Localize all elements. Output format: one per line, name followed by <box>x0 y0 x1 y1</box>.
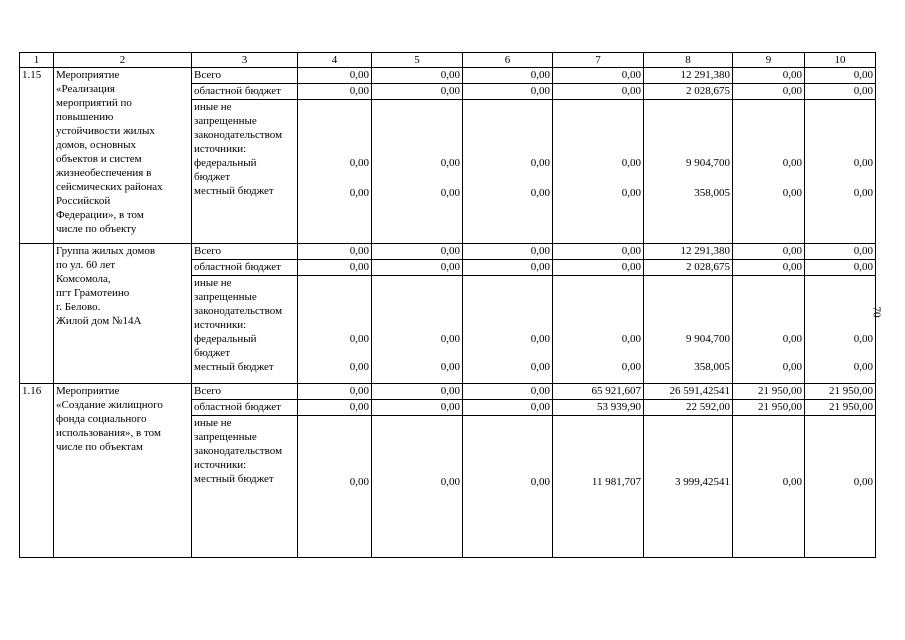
value-cell: 0,00 <box>298 384 372 400</box>
value-cell <box>805 276 876 384</box>
value-cell: 53 939,90 <box>553 400 644 416</box>
object-name-line: Группа жилых домов <box>56 245 156 257</box>
federal-value: 9 904,700 <box>686 333 730 345</box>
measure-name-cell <box>54 384 192 558</box>
value-cell <box>553 100 644 244</box>
value-cell <box>644 276 733 384</box>
local-value: 0,00 <box>530 187 550 199</box>
value-cell: 0,00 <box>372 260 463 276</box>
measure-name-line: использования», в том <box>56 427 161 439</box>
source-line: запрещенные <box>194 115 257 127</box>
local-value: 0,00 <box>440 476 460 488</box>
value-cell <box>372 416 463 558</box>
value-cell: 0,00 <box>733 68 805 84</box>
local-value: 0,00 <box>853 361 873 373</box>
local-value: 0,00 <box>621 187 641 199</box>
federal-value: 0,00 <box>349 157 369 169</box>
local-value: 0,00 <box>530 476 550 488</box>
source-line: законодательством <box>194 305 283 317</box>
header-cell: 6 <box>463 53 553 68</box>
source-line: источники: <box>194 319 247 331</box>
federal-value: 0,00 <box>440 157 460 169</box>
federal-value: 9 904,700 <box>686 157 730 169</box>
measure-name-line: сейсмических районах <box>56 181 163 193</box>
source-line: бюджет <box>194 347 230 359</box>
local-value: 0,00 <box>782 361 802 373</box>
object-name-line: Комсомола, <box>56 273 111 285</box>
measure-name-line: домов, основных <box>56 139 137 151</box>
local-value: 0,00 <box>349 361 369 373</box>
header-cell: 4 <box>298 53 372 68</box>
federal-value: 0,00 <box>530 157 550 169</box>
value-cell: 0,00 <box>463 244 553 260</box>
header-cell: 9 <box>733 53 805 68</box>
value-cell: 21 950,00 <box>733 400 805 416</box>
value-cell <box>553 416 644 558</box>
federal-value: 0,00 <box>853 157 873 169</box>
federal-value: 0,00 <box>782 157 802 169</box>
local-value: 0,00 <box>853 476 873 488</box>
value-cell: 0,00 <box>805 260 876 276</box>
measure-name-line: мероприятий по <box>56 97 132 109</box>
value-cell <box>644 100 733 244</box>
row-number <box>20 244 54 384</box>
value-cell: 21 950,00 <box>805 400 876 416</box>
local-value: 3 999,42541 <box>675 476 730 488</box>
federal-value: 0,00 <box>621 157 641 169</box>
measure-name-line: устойчивости жилых <box>56 125 155 137</box>
source-line: запрещенные <box>194 431 257 443</box>
value-cell: 21 950,00 <box>805 384 876 400</box>
value-cell <box>298 416 372 558</box>
value-cell <box>733 276 805 384</box>
federal-value: 0,00 <box>782 333 802 345</box>
source-line: местный бюджет <box>194 361 274 373</box>
value-cell <box>298 100 372 244</box>
measure-name-line: объектов и систем <box>56 153 142 165</box>
value-cell: 0,00 <box>733 84 805 100</box>
value-cell: 0,00 <box>553 244 644 260</box>
local-value: 0,00 <box>530 361 550 373</box>
local-value: 0,00 <box>782 187 802 199</box>
source-line: иные не <box>194 101 232 113</box>
value-cell: 26 591,42541 <box>644 384 733 400</box>
value-cell: 0,00 <box>463 400 553 416</box>
source-label: областной бюджет <box>192 84 298 100</box>
header-cell: 5 <box>372 53 463 68</box>
value-cell: 0,00 <box>553 84 644 100</box>
federal-value: 0,00 <box>349 333 369 345</box>
header-cell: 7 <box>553 53 644 68</box>
value-cell: 0,00 <box>298 84 372 100</box>
measure-name-line: повышению <box>56 111 114 123</box>
measure-name-line: фонда социального <box>56 413 147 425</box>
object-name-line: Жилой дом №14А <box>56 315 142 327</box>
table-row <box>20 68 876 84</box>
value-cell: 0,00 <box>298 244 372 260</box>
local-value: 0,00 <box>349 187 369 199</box>
value-cell: 0,00 <box>463 68 553 84</box>
source-label: Всего <box>192 384 298 400</box>
source-label: областной бюджет <box>192 260 298 276</box>
object-name-line: г. Белово. <box>56 301 101 313</box>
measure-name-line: числе по объекту <box>56 223 137 235</box>
value-cell: 21 950,00 <box>733 384 805 400</box>
header-cell: 3 <box>192 53 298 68</box>
value-cell: 0,00 <box>553 68 644 84</box>
federal-value: 0,00 <box>440 333 460 345</box>
value-cell <box>372 276 463 384</box>
value-cell: 0,00 <box>372 84 463 100</box>
header-cell: 8 <box>644 53 733 68</box>
local-value: 0,00 <box>782 476 802 488</box>
value-cell: 0,00 <box>463 84 553 100</box>
value-cell: 2 028,675 <box>644 260 733 276</box>
measure-name-line: жизнеобеспечения в <box>56 167 152 179</box>
value-cell <box>805 416 876 558</box>
value-cell: 0,00 <box>805 68 876 84</box>
source-line: источники: <box>194 143 247 155</box>
header-cell: 1 <box>20 53 54 68</box>
value-cell: 12 291,380 <box>644 244 733 260</box>
local-value: 11 981,707 <box>591 476 641 488</box>
value-cell: 65 921,607 <box>553 384 644 400</box>
value-cell <box>298 276 372 384</box>
measure-name-cell <box>54 68 192 244</box>
federal-value: 0,00 <box>621 333 641 345</box>
local-value: 0,00 <box>621 361 641 373</box>
header-cell: 10 <box>805 53 876 68</box>
object-name-line: по ул. 60 лет <box>56 259 116 271</box>
value-cell: 0,00 <box>372 400 463 416</box>
local-value: 0,00 <box>440 361 460 373</box>
value-cell: 0,00 <box>298 68 372 84</box>
header-row <box>20 53 876 68</box>
row-number: 1.15 <box>20 68 54 244</box>
source-line: источники: <box>194 459 247 471</box>
value-cell <box>463 276 553 384</box>
source-line: законодательством <box>194 129 283 141</box>
value-cell: 0,00 <box>553 260 644 276</box>
value-cell <box>733 416 805 558</box>
source-line: местный бюджет <box>194 185 274 197</box>
value-cell: 0,00 <box>805 244 876 260</box>
value-cell <box>644 416 733 558</box>
value-cell: 0,00 <box>372 68 463 84</box>
value-cell: 0,00 <box>733 244 805 260</box>
value-cell: 0,00 <box>463 384 553 400</box>
source-line: федеральный <box>194 157 257 169</box>
local-value: 0,00 <box>853 187 873 199</box>
source-label <box>192 416 298 558</box>
source-line: местный бюджет <box>194 473 274 485</box>
source-line: бюджет <box>194 171 230 183</box>
measure-name-line: Мероприятие <box>56 385 120 397</box>
source-label <box>192 100 298 244</box>
value-cell: 0,00 <box>805 84 876 100</box>
local-value: 0,00 <box>440 187 460 199</box>
value-cell <box>733 100 805 244</box>
source-label: Всего <box>192 244 298 260</box>
value-cell <box>463 100 553 244</box>
table-row <box>20 244 876 260</box>
value-cell: 22 592,00 <box>644 400 733 416</box>
source-line: запрещенные <box>194 291 257 303</box>
source-line: иные не <box>194 417 232 429</box>
page-number: 70 <box>870 306 883 318</box>
object-name-cell <box>54 244 192 384</box>
value-cell <box>805 100 876 244</box>
source-label: областной бюджет <box>192 400 298 416</box>
measure-name-line: Российской <box>56 195 111 207</box>
budget-table <box>19 52 876 558</box>
row-number: 1.16 <box>20 384 54 558</box>
object-name-line: пгт Грамотеино <box>56 287 130 299</box>
value-cell: 0,00 <box>733 260 805 276</box>
value-cell: 0,00 <box>372 244 463 260</box>
header-cell: 2 <box>54 53 192 68</box>
source-line: федеральный <box>194 333 257 345</box>
value-cell: 2 028,675 <box>644 84 733 100</box>
federal-value: 0,00 <box>530 333 550 345</box>
value-cell <box>553 276 644 384</box>
measure-name-line: Федерации», в том <box>56 209 144 221</box>
source-line: иные не <box>194 277 232 289</box>
value-cell: 0,00 <box>372 384 463 400</box>
local-value: 358,005 <box>694 187 730 199</box>
value-cell: 0,00 <box>298 400 372 416</box>
measure-name-line: числе по объектам <box>56 441 143 453</box>
measure-name-line: «Создание жилищного <box>56 399 163 411</box>
local-value: 358,005 <box>694 361 730 373</box>
source-label: Всего <box>192 68 298 84</box>
local-value: 0,00 <box>349 476 369 488</box>
federal-value: 0,00 <box>853 333 873 345</box>
source-label <box>192 276 298 384</box>
source-line: законодательством <box>194 445 283 457</box>
measure-name-line: «Реализация <box>56 83 115 95</box>
value-cell: 0,00 <box>463 260 553 276</box>
table-row <box>20 384 876 400</box>
value-cell <box>372 100 463 244</box>
value-cell: 12 291,380 <box>644 68 733 84</box>
value-cell <box>463 416 553 558</box>
value-cell: 0,00 <box>298 260 372 276</box>
measure-name-line: Мероприятие <box>56 69 120 81</box>
